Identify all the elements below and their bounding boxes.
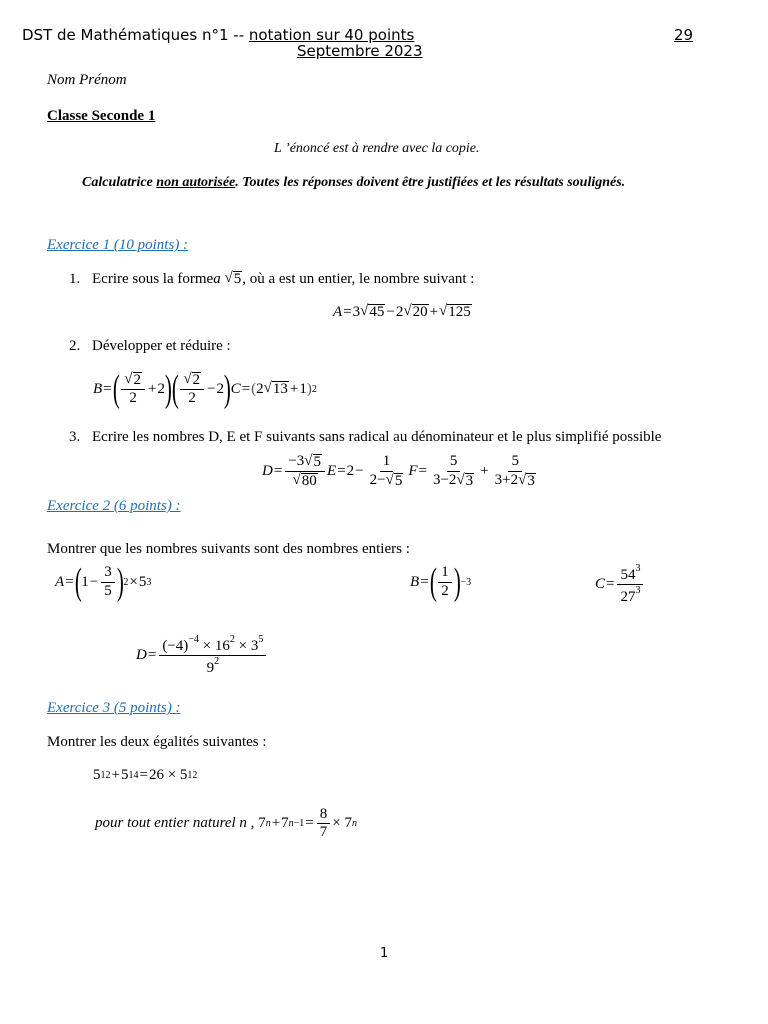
header-date-rest: Septembre 2023 [297,42,423,60]
ex1-q1-number: 1. [69,271,81,287]
exercise-3-title[interactable]: Exercice 3 (5 points) : [47,700,181,716]
ex1-q2 [69,338,231,355]
page-number: 1 [380,946,389,961]
equality-1: 5 12 + 5 14 = 26 × 5 12 [93,767,198,783]
equation-2D: D = $\frac{(-4)^{-4} \times 16^2 \times 3^5}{9^2}$ [136,634,268,678]
equation-2A: A = ( 1 − $\frac{3}{5}$ ) 2 × 5 3 [55,561,152,603]
header-title-prefix: DST de Mathématiques n°1 -- [22,26,249,44]
ex2-intro: Montrer que les nombres suivants sont des nombres entiers : [47,541,410,557]
equation-B-C: B = ( √ 2 2 + 2 ) ( √ 2 2 − 2 ) C = ( 2 √ 13 + 1 ) 2 [93,368,317,410]
ex1-q2-number: 2. [69,338,81,354]
name-label: Nom Prénom [47,72,127,88]
calc-rule-c: . Toutes les réponses doivent être justifiées et les résultats soulignés. [235,175,626,190]
equation-2B: B = ( $\frac{1}{2}$ ) −3 [410,561,472,603]
form-a-sqrt5: a √ 5 [213,270,242,288]
exercise-1-title[interactable]: Exercice 1 (10 points) : [47,237,189,253]
header-date-day: 29 [674,26,694,44]
header-points: notation sur 40 points [248,26,415,44]
ex1-q3-text: Ecrire les nombres D, E et F suivants sans radical au dénominateur et le plus simplifié possible [92,429,662,445]
copy-note: L ’énoncé est à rendre avec la copie. [274,141,480,156]
calculator-rule [82,175,625,191]
equality-2-text: pour tout entier naturel n , [95,815,255,832]
equation-2C: C = $\frac{54^3}{27^3}$ [595,563,645,607]
ex1-q1-text-b: , où a est un entier, le nombre suivant : [242,271,475,287]
equation-A: A = 3 √ 45 − 2 √ 20 + √ 125 [333,303,471,321]
ex3-intro: Montrer les deux égalités suivantes : [47,734,267,750]
equation-D-E-F: D = −3 √ 5 √ 80 E = 2 − 1 2− √ 5 F = 5 3−2 √ 3 + 5 3+2 √ 3 [262,453,535,489]
ex1-q3-number: 3. [69,429,81,445]
ex1-q1 [69,271,474,288]
equality-2: pour tout entier naturel n , 7 n + 7 n−1 = $\frac{8}{7}$ × 7 n [95,806,357,841]
calc-rule-b: non autorisée [156,175,236,190]
ex1-q2-text: Développer et réduire : [92,338,231,354]
ex1-q1-text-a: Ecrire sous la forme [92,271,214,287]
ex1-q3 [69,429,661,446]
calc-rule-a: Calculatrice [82,175,157,190]
class-label: Classe Seconde 1 [47,108,156,124]
exercise-2-title[interactable]: Exercice 2 (6 points) : [47,498,181,514]
